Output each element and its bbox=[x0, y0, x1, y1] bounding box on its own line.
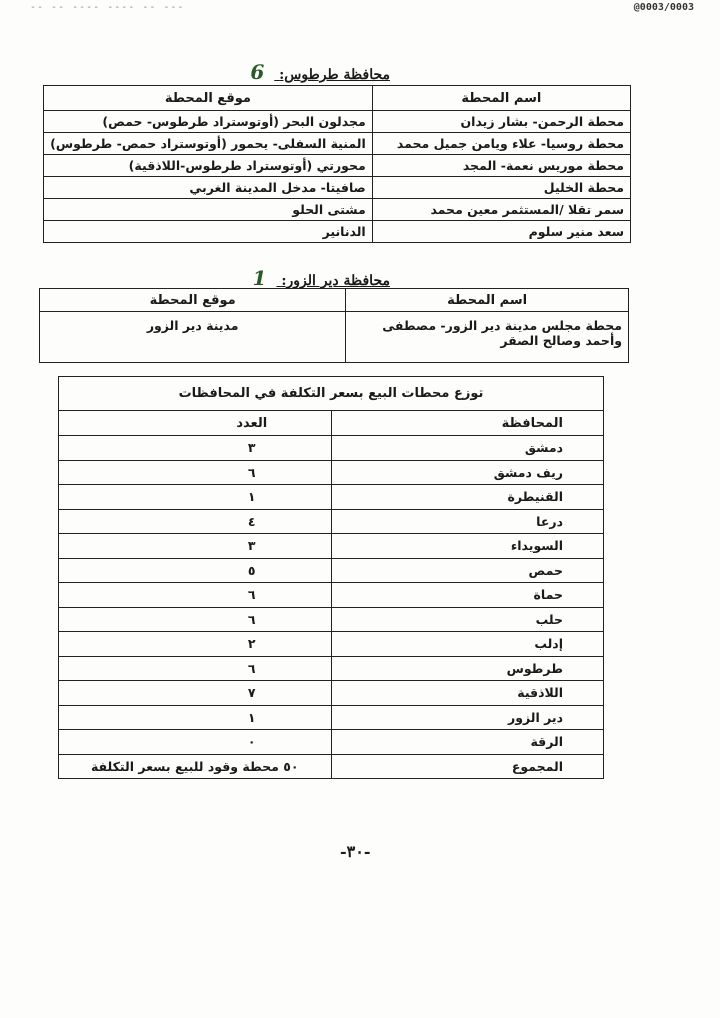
table-row bbox=[44, 155, 631, 177]
count-header: العدد bbox=[59, 411, 332, 436]
table-row bbox=[59, 656, 604, 681]
table-row bbox=[59, 509, 604, 534]
distribution-caption: توزع محطات البيع بسعر التكلفة في المحافظات bbox=[59, 377, 604, 411]
count-cell: ٤ bbox=[59, 509, 332, 534]
table-row bbox=[59, 681, 604, 706]
table-header-row bbox=[59, 411, 604, 436]
table-row bbox=[59, 534, 604, 559]
table-row bbox=[44, 177, 631, 199]
governorate-cell: ريف دمشق bbox=[331, 460, 604, 485]
governorate-cell: السويداء bbox=[331, 534, 604, 559]
tartous-title: محافظة طرطوس: bbox=[279, 67, 390, 83]
table-row bbox=[59, 730, 604, 755]
station-location: المنية السفلى- يحمور (أوتوستراد حمص- طرطوس) bbox=[44, 133, 373, 155]
table-row bbox=[59, 558, 604, 583]
station-name-header: اسم المحطة bbox=[346, 289, 629, 312]
station-location: محورتي (أوتوستراد طرطوس-اللاذقية) bbox=[44, 155, 373, 177]
governorate-cell: حمص bbox=[331, 558, 604, 583]
total-label: المجموع bbox=[331, 754, 604, 779]
deir-title: محافظة دير الزور: bbox=[281, 273, 390, 289]
count-cell: ٣ bbox=[59, 534, 332, 559]
station-name: محطة الرحمن- بشار زيدان bbox=[372, 111, 630, 133]
count-cell: ٦ bbox=[59, 583, 332, 608]
governorate-cell: إدلب bbox=[331, 632, 604, 657]
total-row bbox=[59, 754, 604, 779]
table-row bbox=[44, 221, 631, 243]
governorate-cell: الرقة bbox=[331, 730, 604, 755]
table-row bbox=[59, 460, 604, 485]
fax-timestamp: -- -- ---- ---- -- --- bbox=[30, 2, 185, 13]
tartous-count: 6 bbox=[250, 60, 265, 84]
governorate-header: المحافظة bbox=[331, 411, 604, 436]
station-name: سمر تقلا /المستثمر معين محمد bbox=[372, 199, 630, 221]
table-row bbox=[44, 111, 631, 133]
count-cell: ١ bbox=[59, 485, 332, 510]
table-header-row bbox=[44, 86, 631, 111]
count-cell: ٥ bbox=[59, 558, 332, 583]
count-cell: ٦ bbox=[59, 460, 332, 485]
station-name: محطة موريس نعمة- المجد bbox=[372, 155, 630, 177]
count-cell: ٣ bbox=[59, 436, 332, 461]
count-cell: ٦ bbox=[59, 656, 332, 681]
station-name: محطة مجلس مدينة دير الزور- مصطفى وأحمد وصالح الصقر bbox=[346, 312, 629, 363]
table-row bbox=[59, 485, 604, 510]
distribution-table bbox=[58, 376, 604, 779]
page-number: -٣٠- bbox=[340, 842, 371, 861]
governorate-cell: درعا bbox=[331, 509, 604, 534]
governorate-cell: حماة bbox=[331, 583, 604, 608]
deir-section-title bbox=[253, 266, 390, 290]
total-value: ٥٠ محطة وقود للبيع بسعر التكلفة bbox=[59, 754, 332, 779]
governorate-cell: دمشق bbox=[331, 436, 604, 461]
station-location: مشتى الحلو bbox=[44, 199, 373, 221]
station-location-header: موقع المحطة bbox=[40, 289, 346, 312]
table-row bbox=[44, 199, 631, 221]
tartous-section-title bbox=[250, 60, 390, 84]
deir-count: 1 bbox=[252, 266, 267, 290]
deir-stations-table bbox=[39, 288, 629, 363]
station-location: الدنانير bbox=[44, 221, 373, 243]
governorate-cell: طرطوس bbox=[331, 656, 604, 681]
station-name: محطة الخليل bbox=[372, 177, 630, 199]
station-name-header: اسم المحطة bbox=[372, 86, 630, 111]
count-cell: ١ bbox=[59, 705, 332, 730]
governorate-cell: اللاذقية bbox=[331, 681, 604, 706]
table-row bbox=[59, 632, 604, 657]
table-row bbox=[59, 436, 604, 461]
governorate-cell: دير الزور bbox=[331, 705, 604, 730]
table-row bbox=[59, 583, 604, 608]
count-cell: ٠ bbox=[59, 730, 332, 755]
table-row bbox=[40, 312, 629, 363]
station-location: صافيتا- مدخل المدينة الغربي bbox=[44, 177, 373, 199]
table-row bbox=[44, 133, 631, 155]
table-row bbox=[59, 705, 604, 730]
count-cell: ٦ bbox=[59, 607, 332, 632]
count-cell: ٧ bbox=[59, 681, 332, 706]
fax-page-counter: @0003/0003 bbox=[633, 2, 694, 13]
governorate-cell: حلب bbox=[331, 607, 604, 632]
station-location: مجدلون البحر (أوتوستراد طرطوس- حمص) bbox=[44, 111, 373, 133]
count-cell: ٢ bbox=[59, 632, 332, 657]
table-row bbox=[59, 607, 604, 632]
station-name: محطة روسيا- علاء ويامن جميل محمد bbox=[372, 133, 630, 155]
table-header-row bbox=[40, 289, 629, 312]
tartous-stations-table bbox=[43, 85, 631, 243]
station-location-header: موقع المحطة bbox=[44, 86, 373, 111]
governorate-cell: القنيطرة bbox=[331, 485, 604, 510]
station-location: مدينة دير الزور bbox=[40, 312, 346, 363]
fax-header bbox=[0, 0, 720, 22]
table-caption-row bbox=[59, 377, 604, 411]
station-name: سعد منير سلوم bbox=[372, 221, 630, 243]
